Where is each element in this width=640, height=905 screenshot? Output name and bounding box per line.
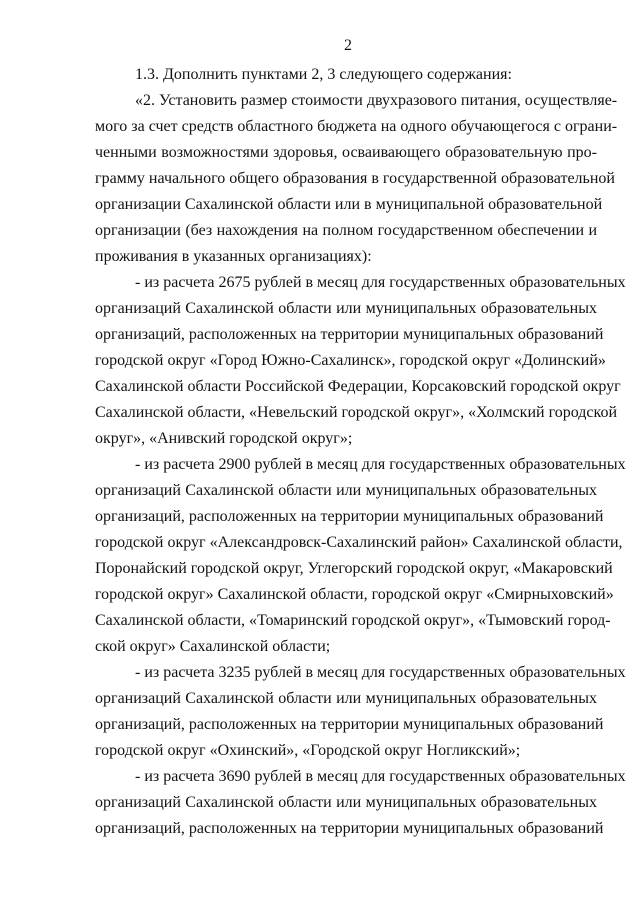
text-line: проживания в указанных организациях):	[95, 248, 372, 265]
text-line: 1.3. Дополнить пунктами 2, 3 следующего содержания:	[135, 66, 512, 83]
text-line: городской округ» Сахалинской области, городской округ «Смирныховский»	[95, 586, 614, 603]
text-line: - из расчета 3690 рублей в месяц для государственных образовательных	[135, 768, 626, 785]
text-line: организаций, расположенных на территории муниципальных образований	[95, 716, 604, 733]
text-line: организаций Сахалинской области или муниципальных образовательных	[95, 482, 597, 499]
text-line: округ», «Анивский городской округ»;	[95, 430, 353, 447]
text-line: организаций Сахалинской области или муниципальных образовательных	[95, 794, 597, 811]
text-line: грамму начального общего образования в государственной образовательной	[95, 170, 615, 187]
document-page	[95, 36, 626, 842]
text-line: ченными возможностями здоровья, осваивающего образовательную про-	[95, 144, 597, 161]
text-line: - из расчета 3235 рублей в месяц для государственных образовательных	[135, 664, 626, 681]
paragraph-rate-3690	[95, 764, 626, 842]
text-line: организации (без нахождения на полном государственном обеспечении и	[95, 222, 597, 239]
text-line: Сахалинской области Российской Федерации, Корсаковский городской округ	[95, 378, 621, 395]
paragraph-amendment-intro	[95, 62, 597, 88]
text-line: городской округ «Охинский», «Городской округ Ногликский»;	[95, 742, 521, 759]
text-line: городской округ «Город Южно-Сахалинск», городской округ «Долинский»	[95, 352, 606, 369]
text-line: организаций, расположенных на территории муниципальных образований	[95, 508, 604, 525]
text-line: - из расчета 2675 рублей в месяц для государственных образовательных	[135, 274, 626, 291]
text-line: Сахалинской области, «Невельский городской округ», «Холмский городской	[95, 404, 618, 421]
text-line: мого за счет средств областного бюджета на одного обучающегося с ограни-	[95, 118, 618, 135]
text-line: - из расчета 2900 рублей в месяц для государственных образовательных	[135, 456, 626, 473]
text-line: ской округ» Сахалинской области;	[95, 638, 331, 655]
text-line: Сахалинской области, «Томаринский городской округ», «Тымовский город-	[95, 612, 611, 629]
text-line: организации Сахалинской области или в муниципальной образовательной	[95, 196, 603, 213]
text-line: городской округ «Александровск-Сахалинский район» Сахалинской области,	[95, 534, 623, 551]
text-line: организаций Сахалинской области или муниципальных образовательных	[95, 690, 597, 707]
paragraph-rate-2675	[95, 270, 626, 452]
text-line: организаций, расположенных на территории муниципальных образований	[95, 820, 604, 837]
text-line: организаций, расположенных на территории муниципальных образований	[95, 326, 604, 343]
paragraph-point-2-intro	[95, 88, 618, 270]
paragraph-rate-3235	[95, 660, 626, 764]
text-line: Поронайский городской округ, Углегорский городской округ, «Макаровский	[95, 560, 613, 577]
page-number: 2	[344, 37, 352, 54]
text-line: «2. Установить размер стоимости двухразового питания, осуществляе-	[135, 92, 618, 109]
paragraph-rate-2900	[95, 452, 626, 660]
text-line: организаций Сахалинской области или муниципальных образовательных	[95, 300, 597, 317]
